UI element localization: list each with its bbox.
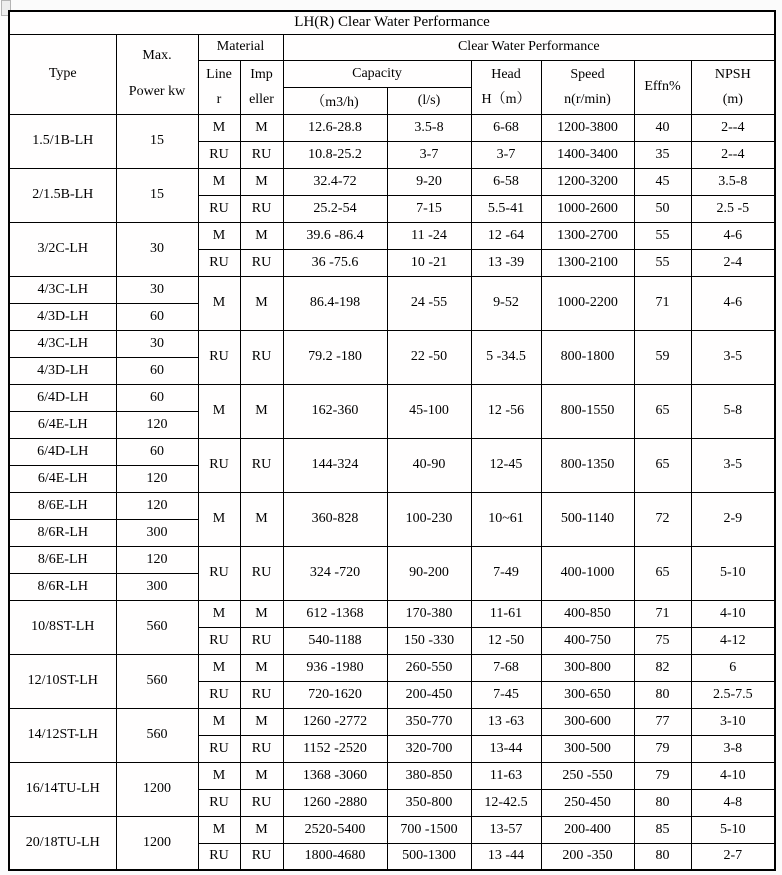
- header-material: Material: [198, 34, 283, 60]
- table-cell: 13 -63: [471, 708, 541, 735]
- table-cell: 1200: [116, 816, 198, 870]
- table-cell: M: [198, 708, 240, 735]
- header-capacity: Capacity: [283, 60, 471, 87]
- table-cell: 1260 -2880: [283, 789, 387, 816]
- table-cell: 3-5: [691, 438, 775, 492]
- table-cell: 71: [634, 276, 691, 330]
- table-cell: 12 -64: [471, 222, 541, 249]
- table-cell: 30: [116, 276, 198, 303]
- table-cell: 80: [634, 843, 691, 870]
- table-cell: 560: [116, 654, 198, 708]
- table-cell: RU: [240, 249, 283, 276]
- table-cell: 86.4-198: [283, 276, 387, 330]
- table-cell: M: [198, 762, 240, 789]
- table-cell: 72: [634, 492, 691, 546]
- table-cell: 8/6R-LH: [9, 573, 116, 600]
- table-cell: 5 -34.5: [471, 330, 541, 384]
- header-row-1: [9, 34, 775, 60]
- table-cell: M: [240, 762, 283, 789]
- table-cell: M: [198, 384, 240, 438]
- table-cell: RU: [240, 546, 283, 600]
- table-cell: 80: [634, 789, 691, 816]
- header-head-line1: Head: [491, 67, 521, 82]
- table-cell: 25.2-54: [283, 195, 387, 222]
- table-cell: 6: [691, 654, 775, 681]
- table-cell: 250-450: [541, 789, 634, 816]
- table-cell: 250 -550: [541, 762, 634, 789]
- table-cell: 35: [634, 141, 691, 168]
- table-cell: 90-200: [387, 546, 471, 600]
- table-cell: 10.8-25.2: [283, 141, 387, 168]
- table-cell: 3-7: [387, 141, 471, 168]
- table-row: [9, 114, 775, 141]
- table-cell: 2520-5400: [283, 816, 387, 843]
- table-cell: 40-90: [387, 438, 471, 492]
- header-npsh-line2: (m): [722, 92, 743, 107]
- table-cell: 3-10: [691, 708, 775, 735]
- table-cell: 45: [634, 168, 691, 195]
- table-cell: 120: [116, 492, 198, 519]
- table-cell: 5-8: [691, 384, 775, 438]
- table-cell: 13-57: [471, 816, 541, 843]
- table-cell: RU: [240, 843, 283, 870]
- table-cell: M: [240, 654, 283, 681]
- table-cell: 800-1350: [541, 438, 634, 492]
- table-cell: 400-1000: [541, 546, 634, 600]
- table-cell: RU: [240, 681, 283, 708]
- table-cell: 7-68: [471, 654, 541, 681]
- table-cell: 5-10: [691, 546, 775, 600]
- table-cell: 30: [116, 222, 198, 276]
- table-cell: 2.5 -5: [691, 195, 775, 222]
- table-cell: 55: [634, 222, 691, 249]
- table-cell: 2-7: [691, 843, 775, 870]
- table-cell: 60: [116, 384, 198, 411]
- header-impeller-line2: eller: [249, 92, 274, 107]
- table-cell: 1000-2600: [541, 195, 634, 222]
- table-cell: 15: [116, 168, 198, 222]
- header-type: Type: [9, 34, 116, 114]
- table-cell: 2.5-7.5: [691, 681, 775, 708]
- table-cell: RU: [240, 195, 283, 222]
- table-cell: 540-1188: [283, 627, 387, 654]
- table-cell: M: [240, 708, 283, 735]
- table-cell: M: [240, 816, 283, 843]
- header-max-power-line2: Power kw: [128, 84, 186, 99]
- table-cell: 360-828: [283, 492, 387, 546]
- table-cell: 5.5-41: [471, 195, 541, 222]
- table-cell: 11-63: [471, 762, 541, 789]
- table-cell: 6/4E-LH: [9, 465, 116, 492]
- table-cell: 36 -75.6: [283, 249, 387, 276]
- table-cell: 300: [116, 519, 198, 546]
- table-cell: 9-20: [387, 168, 471, 195]
- table-cell: 12-42.5: [471, 789, 541, 816]
- table-cell: 120: [116, 411, 198, 438]
- header-max-power-line1: Max.: [142, 48, 172, 63]
- table-cell: 59: [634, 330, 691, 384]
- table-cell: 170-380: [387, 600, 471, 627]
- table-cell: 2--4: [691, 141, 775, 168]
- table-row: [9, 222, 775, 249]
- table-cell: 560: [116, 708, 198, 762]
- table-cell: 4-6: [691, 276, 775, 330]
- header-npsh-line1: NPSH: [714, 67, 751, 82]
- table-cell: 6/4E-LH: [9, 411, 116, 438]
- header-capacity-m3h: （m3/h): [283, 87, 387, 114]
- table-cell: M: [240, 600, 283, 627]
- table-cell: RU: [240, 789, 283, 816]
- table-cell: 800-1550: [541, 384, 634, 438]
- table-cell: 79: [634, 735, 691, 762]
- performance-table: [8, 10, 776, 871]
- table-cell: 11-61: [471, 600, 541, 627]
- table-cell: 560: [116, 600, 198, 654]
- table-cell: RU: [240, 141, 283, 168]
- table-cell: 2/1.5B-LH: [9, 168, 116, 222]
- table-cell: 85: [634, 816, 691, 843]
- table-cell: 65: [634, 546, 691, 600]
- table-cell: 1200-3800: [541, 114, 634, 141]
- table-cell: 3-8: [691, 735, 775, 762]
- table-cell: 300: [116, 573, 198, 600]
- table-cell: 4/3D-LH: [9, 357, 116, 384]
- table-cell: 612 -1368: [283, 600, 387, 627]
- header-liner-line2: r: [216, 92, 222, 107]
- table-cell: 4-10: [691, 762, 775, 789]
- table-cell: 22 -50: [387, 330, 471, 384]
- table-cell: RU: [240, 330, 283, 384]
- table-cell: 7-45: [471, 681, 541, 708]
- table-cell: 82: [634, 654, 691, 681]
- header-speed-line1: Speed: [570, 67, 605, 82]
- table-cell: 120: [116, 546, 198, 573]
- table-cell: 400-750: [541, 627, 634, 654]
- table-cell: 14/12ST-LH: [9, 708, 116, 762]
- table-cell: 2--4: [691, 114, 775, 141]
- table-cell: 12 -56: [471, 384, 541, 438]
- table-cell: RU: [198, 681, 240, 708]
- table-cell: 1000-2200: [541, 276, 634, 330]
- table-cell: RU: [198, 195, 240, 222]
- table-cell: 4/3D-LH: [9, 303, 116, 330]
- table-cell: 324 -720: [283, 546, 387, 600]
- table-cell: M: [240, 276, 283, 330]
- table-cell: 380-850: [387, 762, 471, 789]
- table-cell: 1800-4680: [283, 843, 387, 870]
- table-cell: 4-8: [691, 789, 775, 816]
- table-cell: 2-9: [691, 492, 775, 546]
- table-cell: M: [198, 276, 240, 330]
- table-cell: M: [240, 168, 283, 195]
- table-cell: 1300-2700: [541, 222, 634, 249]
- table-cell: 6-58: [471, 168, 541, 195]
- table-cell: 45-100: [387, 384, 471, 438]
- header-capacity-ls: (l/s): [387, 87, 471, 114]
- table-row: [9, 168, 775, 195]
- table-row: [9, 600, 775, 627]
- header-effn: Effn%: [634, 60, 691, 114]
- table-cell: 5-10: [691, 816, 775, 843]
- table-title-row: [9, 11, 775, 34]
- table-cell: 260-550: [387, 654, 471, 681]
- table-cell: 10~61: [471, 492, 541, 546]
- table-cell: 13-44: [471, 735, 541, 762]
- table-cell: M: [240, 492, 283, 546]
- table-cell: 144-324: [283, 438, 387, 492]
- table-cell: 1300-2100: [541, 249, 634, 276]
- table-cell: 4/3C-LH: [9, 330, 116, 357]
- table-cell: RU: [198, 627, 240, 654]
- table-cell: M: [240, 114, 283, 141]
- table-cell: 65: [634, 384, 691, 438]
- header-speed: [541, 60, 634, 114]
- table-cell: 4-12: [691, 627, 775, 654]
- table-cell: 13 -44: [471, 843, 541, 870]
- table-cell: 8/6R-LH: [9, 519, 116, 546]
- table-cell: 13 -39: [471, 249, 541, 276]
- table-row: [9, 816, 775, 843]
- table-cell: 120: [116, 465, 198, 492]
- table-cell: 50: [634, 195, 691, 222]
- table-cell: 16/14TU-LH: [9, 762, 116, 816]
- table-cell: 71: [634, 600, 691, 627]
- table-cell: 80: [634, 681, 691, 708]
- table-cell: RU: [198, 141, 240, 168]
- table-cell: RU: [198, 249, 240, 276]
- table-cell: 7-49: [471, 546, 541, 600]
- table-cell: RU: [198, 789, 240, 816]
- table-cell: 9-52: [471, 276, 541, 330]
- table-cell: 1200: [116, 762, 198, 816]
- table-cell: M: [198, 600, 240, 627]
- table-cell: 79: [634, 762, 691, 789]
- table-title: LH(R) Clear Water Performance: [9, 11, 775, 34]
- table-cell: 15: [116, 114, 198, 168]
- table-cell: 4-6: [691, 222, 775, 249]
- table-cell: M: [198, 222, 240, 249]
- table-cell: M: [198, 114, 240, 141]
- table-cell: 60: [116, 303, 198, 330]
- table-cell: M: [240, 384, 283, 438]
- table-cell: 6/4D-LH: [9, 438, 116, 465]
- table-cell: RU: [198, 735, 240, 762]
- table-cell: 12-45: [471, 438, 541, 492]
- table-cell: 12 -50: [471, 627, 541, 654]
- table-cell: 350-770: [387, 708, 471, 735]
- table-cell: RU: [198, 438, 240, 492]
- table-cell: M: [198, 168, 240, 195]
- table-cell: RU: [240, 627, 283, 654]
- table-row: [9, 708, 775, 735]
- table-cell: 1260 -2772: [283, 708, 387, 735]
- table-cell: 1152 -2520: [283, 735, 387, 762]
- table-cell: M: [240, 222, 283, 249]
- table-cell: 1.5/1B-LH: [9, 114, 116, 168]
- table-cell: 8/6E-LH: [9, 492, 116, 519]
- table-cell: 200-400: [541, 816, 634, 843]
- table-cell: 10/8ST-LH: [9, 600, 116, 654]
- table-cell: 320-700: [387, 735, 471, 762]
- table-cell: 24 -55: [387, 276, 471, 330]
- header-speed-line2: n(r/min): [564, 92, 611, 107]
- header-npsh: [691, 60, 775, 114]
- table-body: [9, 114, 775, 870]
- table-cell: 7-15: [387, 195, 471, 222]
- table-cell: 4-10: [691, 600, 775, 627]
- header-clear-water-performance: Clear Water Performance: [283, 34, 775, 60]
- table-cell: 79.2 -180: [283, 330, 387, 384]
- table-cell: 2-4: [691, 249, 775, 276]
- header-liner: [198, 60, 240, 114]
- table-cell: 3.5-8: [691, 168, 775, 195]
- table-cell: RU: [198, 843, 240, 870]
- header-impeller-line1: Imp: [250, 67, 273, 82]
- table-cell: 40: [634, 114, 691, 141]
- table-cell: 350-800: [387, 789, 471, 816]
- table-cell: 150 -330: [387, 627, 471, 654]
- table-cell: 6/4D-LH: [9, 384, 116, 411]
- table-row: [9, 654, 775, 681]
- table-cell: 720-1620: [283, 681, 387, 708]
- table-cell: 300-650: [541, 681, 634, 708]
- table-row: [9, 546, 775, 573]
- table-cell: 800-1800: [541, 330, 634, 384]
- table-cell: 1400-3400: [541, 141, 634, 168]
- table-cell: 10 -21: [387, 249, 471, 276]
- table-row: [9, 276, 775, 303]
- header-impeller: [240, 60, 283, 114]
- table-cell: 300-500: [541, 735, 634, 762]
- table-cell: 30: [116, 330, 198, 357]
- table-cell: 32.4-72: [283, 168, 387, 195]
- table-cell: M: [198, 654, 240, 681]
- table-cell: 200 -350: [541, 843, 634, 870]
- table-cell: 300-800: [541, 654, 634, 681]
- header-liner-line1: Line: [206, 67, 232, 82]
- table-cell: 75: [634, 627, 691, 654]
- table-cell: RU: [198, 546, 240, 600]
- table-cell: 65: [634, 438, 691, 492]
- table-cell: M: [198, 492, 240, 546]
- table-cell: RU: [198, 330, 240, 384]
- table-cell: RU: [240, 438, 283, 492]
- table-row: [9, 762, 775, 789]
- table-cell: 3.5-8: [387, 114, 471, 141]
- header-max-power: [116, 34, 198, 114]
- table-row: [9, 492, 775, 519]
- table-cell: 8/6E-LH: [9, 546, 116, 573]
- table-cell: 20/18TU-LH: [9, 816, 116, 870]
- table-row: [9, 384, 775, 411]
- table-cell: 700 -1500: [387, 816, 471, 843]
- table-cell: 3-5: [691, 330, 775, 384]
- table-cell: 55: [634, 249, 691, 276]
- table-cell: 60: [116, 438, 198, 465]
- table-cell: 6-68: [471, 114, 541, 141]
- table-cell: 100-230: [387, 492, 471, 546]
- table-cell: 3-7: [471, 141, 541, 168]
- table-cell: 77: [634, 708, 691, 735]
- table-cell: 300-600: [541, 708, 634, 735]
- table-cell: 500-1140: [541, 492, 634, 546]
- table-cell: M: [198, 816, 240, 843]
- table-row: [9, 438, 775, 465]
- table-cell: 60: [116, 357, 198, 384]
- table-cell: 3/2C-LH: [9, 222, 116, 276]
- table-row: [9, 330, 775, 357]
- table-cell: 12.6-28.8: [283, 114, 387, 141]
- table-cell: 4/3C-LH: [9, 276, 116, 303]
- table-cell: RU: [240, 735, 283, 762]
- table-cell: 1200-3200: [541, 168, 634, 195]
- table-cell: 200-450: [387, 681, 471, 708]
- table-cell: 39.6 -86.4: [283, 222, 387, 249]
- header-head: [471, 60, 541, 114]
- table-cell: 400-850: [541, 600, 634, 627]
- table-cell: 936 -1980: [283, 654, 387, 681]
- table-cell: 12/10ST-LH: [9, 654, 116, 708]
- table-cell: 162-360: [283, 384, 387, 438]
- header-head-line2: H（m）: [481, 92, 531, 107]
- table-cell: 500-1300: [387, 843, 471, 870]
- table-cell: 1368 -3060: [283, 762, 387, 789]
- table-cell: 11 -24: [387, 222, 471, 249]
